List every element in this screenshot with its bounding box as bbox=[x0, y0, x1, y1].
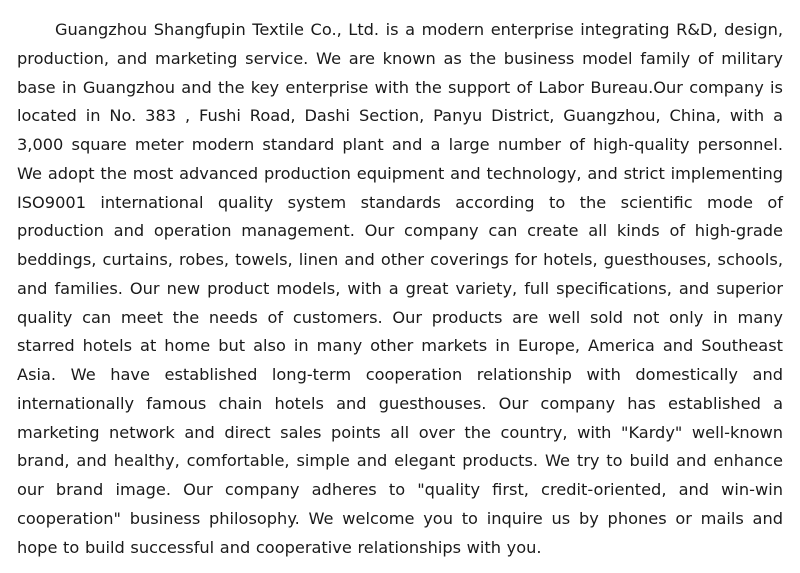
company-profile-paragraph: Guangzhou Shangfupin Textile Co., Ltd. is a modern enterprise integrating R&D, design, production, and marketing service. We are known as the business model family of military base in Guangzhou and the key enterprise with the support of Labor Bureau.Our company is located in No. 383 , Fushi Road, Dashi Section, Panyu District, Guangzhou, China, with a 3,000 square meter modern standard plant and a large number of high-quality personnel. We adopt the most advanced production equipment and technology, and strict implementing ISO9001 international quality system standards according to the scientific mode of production and operation management. Our company can create all kinds of high-grade beddings, curtains, robes, towels, linen and other coverings for hotels, guesthouses, schools, and families. Our new product models, with a great variety, full specifications, and superior quality can meet the needs of customers. Our products are well sold not only in many starred hotels at home but also in many other markets in Europe, America and Southeast Asia. We have established long-term cooperation relationship with domestically and internationally famous chain hotels and guesthouses. Our company has established a marketing network and direct sales points all over the country, with "Kardy" well-known brand, and healthy, comfortable, simple and elegant products. We try to build and enhance our brand image. Our company adheres to "quality first, credit-oriented, and win-win cooperation" business philosophy. We welcome you to inquire us by phones or mails and hope to build successful and cooperative relationships with you. bbox=[17, 20, 783, 557]
document-page bbox=[17, 16, 783, 562]
